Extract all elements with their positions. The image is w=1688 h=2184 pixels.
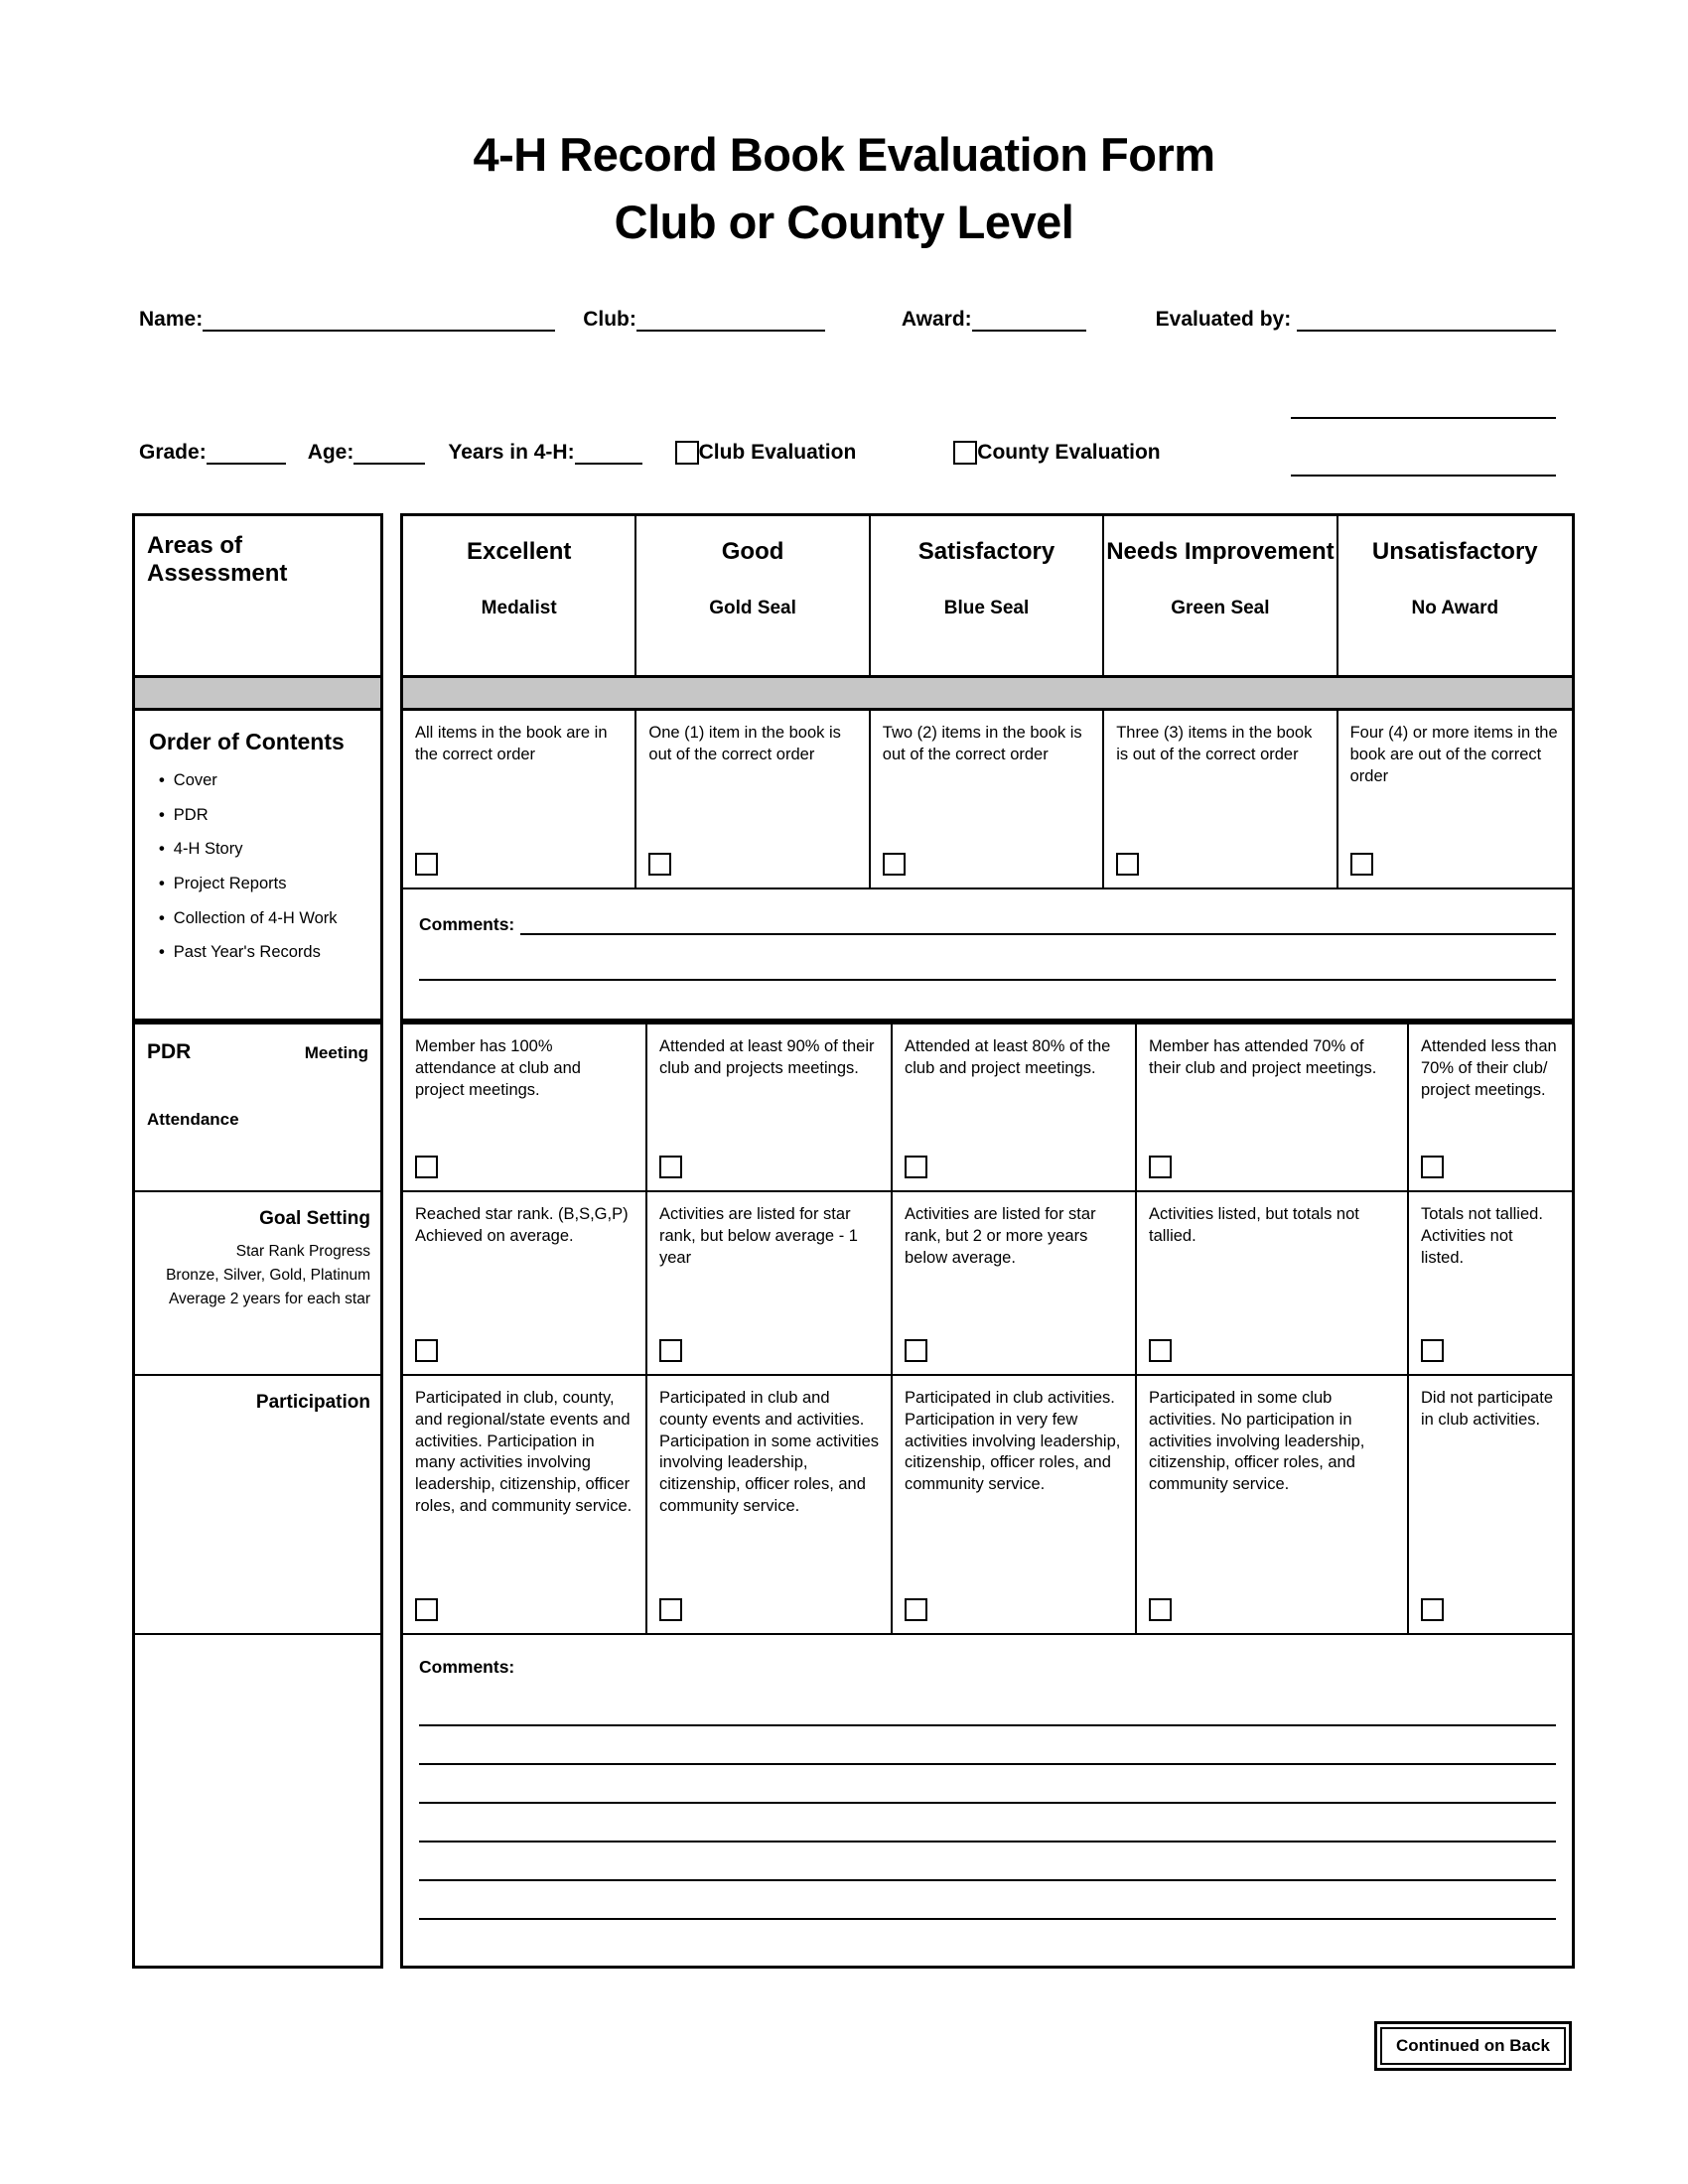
evaluated-by-label: Evaluated by: [1155,307,1292,331]
form-row-details [139,439,1161,465]
cell-participation-needs-improvement: Participated in some club activities. No participation in activities involving leadership, citizenship, officer roles, and community service. [1137,1376,1409,1635]
assessment-table-header [132,513,1575,678]
club-line[interactable] [636,306,825,332]
checkbox-goal-needs-improvement[interactable] [1149,1339,1172,1362]
bullet-past-records: • Past Year's Records [159,935,366,970]
checkbox-attendance-unsatisfactory[interactable] [1421,1156,1444,1178]
cell-order-unsatisfactory: Four (4) or more items in the book are out of the correct order [1338,711,1572,887]
cell-goal-good: Activities are listed for star rank, but below average - 1 year [647,1192,893,1376]
continued-on-back-box [1374,2021,1572,2071]
bullet-project-reports: • Project Reports [159,867,366,901]
continued-on-back-label: Continued on Back [1380,2027,1566,2065]
age-line[interactable] [353,439,425,465]
checkbox-participation-needs-improvement[interactable] [1149,1598,1172,1621]
empty-label-cell [135,1635,380,1966]
cell-participation-unsatisfactory: Did not participate in club activities. [1409,1376,1572,1635]
checkbox-attendance-needs-improvement[interactable] [1149,1156,1172,1178]
cell-goal-excellent: Reached star rank. (B,S,G,P) Achieved on average. [403,1192,647,1376]
pdr-comments-line-3[interactable] [419,1765,1556,1804]
name-line[interactable] [203,306,555,332]
cell-order-satisfactory: Two (2) items in the book is out of the correct order [871,711,1104,887]
form-row-identity [139,306,1556,332]
checkbox-participation-satisfactory[interactable] [905,1598,927,1621]
cell-order-good: One (1) item in the book is out of the correct order [636,711,870,887]
pdr-section [132,1022,1575,1969]
checkbox-participation-unsatisfactory[interactable] [1421,1598,1444,1621]
areas-of-assessment-header: Areas of Assessment [132,513,383,678]
title-line-2: Club or County Level [614,196,1074,249]
column-header-good: Good Gold Seal [636,516,870,675]
checkbox-order-excellent[interactable] [415,853,438,876]
pdr-comments-line-6[interactable] [419,1881,1556,1920]
checkbox-order-needs-improvement[interactable] [1116,853,1139,876]
cell-attendance-excellent: Member has 100% attendance at club and project meetings. [403,1024,647,1192]
checkbox-participation-good[interactable] [659,1598,682,1621]
column-divider-gap [383,513,400,678]
bullet-4h-story: • 4-H Story [159,832,366,867]
name-label: Name: [139,307,204,331]
checkbox-goal-satisfactory[interactable] [905,1339,927,1362]
order-comments-section [403,889,1572,981]
participation-label: Participation [135,1376,380,1635]
goal-setting-label: Goal Setting Star Rank Progress Bronze, Silver, Gold, Platinum Average 2 years for each star [135,1192,380,1376]
checkbox-order-satisfactory[interactable] [883,853,906,876]
pdr-comments-line-5[interactable] [419,1843,1556,1881]
title-line-1: 4-H Record Book Evaluation Form [473,128,1215,181]
evaluated-by-line-1[interactable] [1297,306,1556,332]
evaluated-by-line-3[interactable] [1291,475,1556,477]
assessment-table [132,513,1575,1969]
cell-attendance-satisfactory: Attended at least 80% of the club and project meetings. [893,1024,1137,1192]
pdr-comments-line-1[interactable] [419,1688,1556,1726]
checkbox-participation-excellent[interactable] [415,1598,438,1621]
pdr-comments-label: Comments: [419,1657,515,1677]
cell-participation-excellent: Participated in club, county, and regional/state events and activities. Participation in many activities involving leadership, citizenship, officer roles, and community service. [403,1376,647,1635]
club-evaluation-label: Club Evaluation [698,440,857,464]
cell-attendance-good: Attended at least 90% of their club and projects meetings. [647,1024,893,1192]
checkbox-club-evaluation[interactable] [675,441,699,465]
order-of-contents-items [149,763,366,970]
checkbox-goal-good[interactable] [659,1339,682,1362]
order-comments-label: Comments: [419,914,515,934]
cell-attendance-needs-improvement: Member has attended 70% of their club and project meetings. [1137,1024,1409,1192]
checkbox-attendance-excellent[interactable] [415,1156,438,1178]
checkbox-order-unsatisfactory[interactable] [1350,853,1373,876]
bullet-pdr: • PDR [159,798,366,833]
bullet-cover: • Cover [159,763,366,798]
bullet-collection: • Collection of 4-H Work [159,901,366,936]
checkbox-attendance-good[interactable] [659,1156,682,1178]
cell-order-needs-improvement: Three (3) items in the book is out of the correct order [1104,711,1337,887]
checkbox-goal-unsatisfactory[interactable] [1421,1339,1444,1362]
club-label: Club: [583,307,636,331]
county-evaluation-label: County Evaluation [977,440,1161,464]
checkbox-county-evaluation[interactable] [953,441,977,465]
order-comments-line-1[interactable] [520,909,1556,935]
cell-order-excellent: All items in the book are in the correct order [403,711,636,887]
cell-participation-good: Participated in club and county events and activities. Participation in some activities involving leadership, citizenship, officer roles, and community service. [647,1376,893,1635]
award-line[interactable] [972,306,1086,332]
cell-attendance-unsatisfactory: Attended less than 70% of their club/ project meetings. [1409,1024,1572,1192]
pdr-attendance-label: PDR Meeting Attendance [135,1024,380,1192]
evaluated-by-line-2[interactable] [1291,417,1556,419]
grade-line[interactable] [207,439,286,465]
cell-participation-satisfactory: Participated in club activities. Participation in very few activities involving leadership, citizenship, officer roles, and community service. [893,1376,1137,1635]
cell-goal-satisfactory: Activities are listed for star rank, but 2 or more years below average. [893,1192,1137,1376]
checkbox-goal-excellent[interactable] [415,1339,438,1362]
grade-label: Grade: [139,440,207,464]
page-title [0,121,1688,256]
order-comments-line-2[interactable] [419,979,1556,981]
separator-band [132,678,1575,708]
column-header-satisfactory: Satisfactory Blue Seal [871,516,1104,675]
age-label: Age: [307,440,354,464]
cell-goal-unsatisfactory: Totals not tallied. Activities not listed. [1409,1192,1572,1376]
order-of-contents-label: Order of Contents • Cover • PDR • 4-H Story • Project Reports • Collection of 4-H Work • Past Year's Records [132,708,383,1022]
pdr-comments-line-4[interactable] [419,1804,1556,1843]
cell-goal-needs-improvement: Activities listed, but totals not tallied. [1137,1192,1409,1376]
pdr-comments-section [403,1635,1572,1966]
row-order-of-contents [132,708,1575,1022]
column-header-unsatisfactory: Unsatisfactory No Award [1371,538,1538,618]
years-line[interactable] [575,439,642,465]
award-label: Award: [901,307,972,331]
column-header-excellent: Excellent Medalist [403,516,636,675]
pdr-comments-line-2[interactable] [419,1726,1556,1765]
years-label: Years in 4-H: [448,440,575,464]
checkbox-order-good[interactable] [648,853,671,876]
column-header-needs-improvement: Needs Improvement Green Seal [1104,516,1337,675]
checkbox-attendance-satisfactory[interactable] [905,1156,927,1178]
